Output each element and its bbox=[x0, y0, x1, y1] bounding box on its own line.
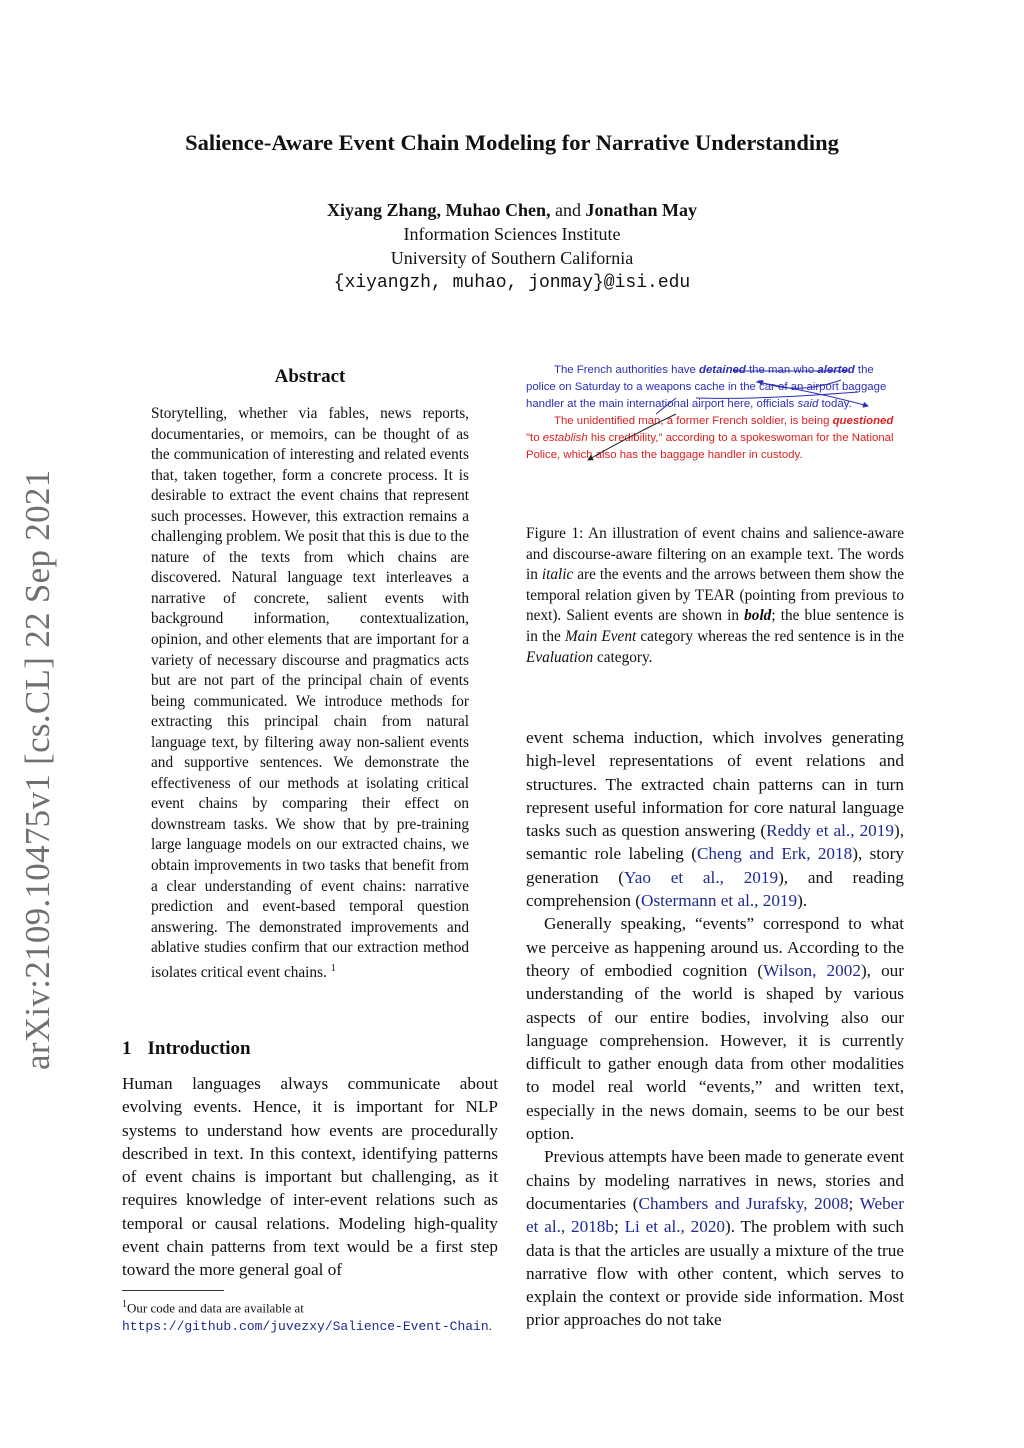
footnote-link[interactable]: https://github.com/juvezxy/Salience-Event-Chain bbox=[122, 1319, 489, 1335]
author-email: {xiyangzh, muhao, jonmay}@isi.edu bbox=[333, 273, 691, 293]
figure-1 bbox=[526, 362, 904, 512]
p1-text-c: ), story generation ( bbox=[526, 844, 904, 887]
fig-red-text-3: his credibility," according to a spokeswoman for the National Police, which also has the baggage handler in custody. bbox=[526, 432, 894, 461]
intro-paragraph: Human languages always communicate about evolving events. Hence, it is important for NLP systems to understand how events are procedurally described in text. In this context, identifying patterns of event chains is important but challenging, as it requires knowledge of inter-event relations such as temporal or causal relations. Modeling high-quality event chain patterns from text would be a first step toward the more general goal of bbox=[122, 1074, 498, 1280]
fig-blue-text-2: the man who bbox=[745, 364, 818, 376]
citation-reddy[interactable]: Reddy et al., 2019 bbox=[766, 821, 894, 841]
section-number: 1 bbox=[122, 1038, 132, 1059]
event-establish: establish bbox=[542, 432, 588, 444]
authors-and: and bbox=[555, 200, 582, 220]
arrow-said-questioned bbox=[588, 414, 676, 460]
footnote-mark: 1 bbox=[122, 1299, 127, 1310]
p1-text-b: ), semantic role labeling ( bbox=[526, 821, 904, 864]
right-column bbox=[526, 726, 904, 1332]
authors-main: Xiyang Zhang, Muhao Chen, bbox=[326, 200, 551, 220]
arrow-cache-main bbox=[656, 398, 676, 414]
arxiv-stamp: arXiv:2109.10475v1 [cs.CL] 22 Sep 2021 bbox=[18, 469, 57, 1070]
p1-text-d: ), and reading comprehension ( bbox=[526, 867, 905, 911]
fig-red-text-1: The unidentified man, a former French soldier, is being bbox=[554, 415, 833, 427]
event-arrows bbox=[526, 362, 904, 512]
p3-sep-2: ; bbox=[613, 1217, 625, 1237]
citation-cheng[interactable]: Cheng and Erk, 2018 bbox=[696, 844, 853, 864]
abstract-text: Storytelling, whether via fables, news reports, documentaries, or memoirs, can be thought of as the communication of interesting and related events that, taken together, form a concrete process. It is desirable to extract the event chains that represent such processes. However, this extraction remains a challenging problem. We posit that this is due to the nature of the texts from which chains are discovered. Natural language text interleaves a narrative of concrete, salient events with background information, contextualization, opinion, and other elements that are important for a variety of necessary discourse and pragmatics acts but are not part of the principal chain of events being communicated. We introduce methods for extracting this principal chain from natural language text, by filtering away non-salient events and supportive sentences. We demonstrate the effectiveness of our methods at isolating critical event chains by comparing their effect on downstream tasks. We show that by pre-training large language models on our extracted chains, we obtain improvements in two tasks that benefit from a clear understanding of event chains: narrative prediction and event-based temporal question answering. The demonstrated improvements and ablative studies confirm that our extraction method isolates critical event chains. bbox=[151, 405, 469, 981]
affiliation-university: University of Southern California bbox=[390, 248, 634, 268]
abstract-heading: Abstract bbox=[274, 366, 346, 387]
paper-title: Salience-Aware Event Chain Modeling for Narrative Understanding bbox=[185, 130, 839, 155]
section-heading bbox=[122, 1038, 251, 1060]
author-line bbox=[0, 200, 1024, 221]
event-detained: detained bbox=[699, 364, 746, 376]
fig-blue-text-1: The French authorities have bbox=[554, 364, 699, 376]
caption-text-2: are the events and the arrows between them show the temporal relation given by TEAR (pointing from previous to next). Salient events are shown in bbox=[526, 566, 904, 625]
footnote-divider bbox=[122, 1290, 224, 1291]
citation-li[interactable]: Li et al., 2020 bbox=[624, 1217, 726, 1237]
section-title: Introduction bbox=[147, 1038, 251, 1059]
p2-text-a: Generally speaking, “events” correspond to what we perceive as happening around us. According to the theory of embodied cognition ( bbox=[526, 914, 904, 980]
p3-sep-1: ; bbox=[848, 1193, 860, 1213]
caption-evaluation: Evaluation bbox=[526, 648, 594, 666]
footnote-text: Our code and data are available at bbox=[127, 1300, 304, 1316]
abstract-footnote-mark: 1 bbox=[330, 962, 336, 974]
citation-yao[interactable]: Yao et al., 2019 bbox=[624, 867, 779, 887]
p1-text-e: ). bbox=[797, 891, 808, 911]
p1-text-a: event schema induction, which involves generating high-level representations of event relations and structures. The extracted chain patterns can in turn represent useful information for core natural language tasks such as question answering ( bbox=[526, 728, 904, 841]
caption-text-1: Figure 1: An illustration of event chains and salience-aware and discourse-aware filtering on an example text. The words in bbox=[526, 525, 904, 584]
fig-blue-text-4: today. bbox=[818, 398, 852, 410]
event-said: said bbox=[797, 398, 819, 410]
caption-text-4: category whereas the red sentence is in the bbox=[636, 627, 904, 645]
citation-weber[interactable]: Weber et al., 2018b bbox=[526, 1193, 905, 1237]
footnote bbox=[122, 1296, 502, 1336]
abstract-body bbox=[151, 404, 469, 983]
fig-blue-text-3: the police on Saturday to a weapons cache in the car of an airport baggage handler at the main international airport here, officials bbox=[526, 364, 887, 410]
caption-text-5: category. bbox=[593, 648, 653, 666]
authors-last: Jonathan May bbox=[585, 200, 698, 220]
paragraph-events bbox=[526, 912, 904, 1145]
figure-caption bbox=[526, 524, 904, 668]
p3-text-b: ). The problem with such data is that the articles are usually a mixture of the true narrative flow with other content, which serves to explain the context or provide side information. Most prior approaches do not take bbox=[526, 1217, 904, 1330]
fig-red-text-2: "to bbox=[526, 432, 543, 444]
paragraph-schema bbox=[526, 726, 904, 912]
caption-bold: bold bbox=[744, 607, 772, 625]
caption-text-3: ; the blue sentence is in the bbox=[526, 607, 905, 645]
citation-chambers[interactable]: Chambers and Jurafsky, 2008 bbox=[638, 1193, 849, 1213]
affiliation-institute: Information Sciences Institute bbox=[403, 224, 621, 244]
event-questioned: questioned bbox=[832, 415, 894, 427]
citation-wilson[interactable]: Wilson, 2002 bbox=[763, 960, 861, 980]
caption-main-event: Main Event bbox=[564, 627, 637, 645]
footnote-end: . bbox=[488, 1318, 492, 1334]
event-alerted: alerted bbox=[817, 364, 855, 376]
citation-ostermann[interactable]: Ostermann et al., 2019 bbox=[641, 891, 798, 911]
caption-italic: italic bbox=[541, 566, 574, 584]
p3-text-a: Previous attempts have been made to generate event chains by modeling narratives in news, stories and documentaries ( bbox=[526, 1147, 904, 1213]
p2-text-b: ), our understanding of the world is shaped by various aspects of our entire bodies, involving also our language comprehension. However, it is currently difficult to gather enough data from other modalities to model real world “events,” and written text, especially in the news domain, seems to be our best option. bbox=[526, 960, 904, 1144]
paragraph-previous bbox=[526, 1145, 904, 1331]
